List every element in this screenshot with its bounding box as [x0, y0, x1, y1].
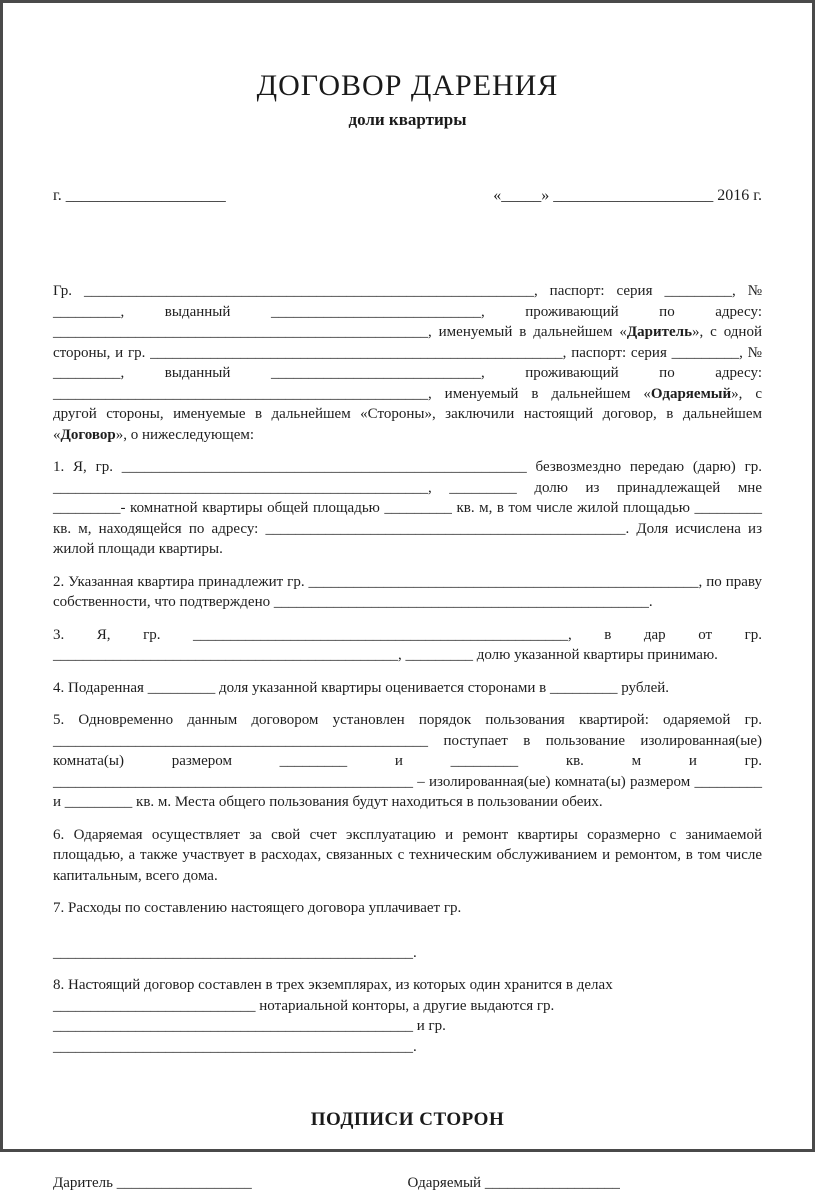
clause-4: 4. Подаренная _________ доля указанной квартиры оценивается сторонами в _________ рублей. — [53, 679, 670, 696]
clause-7-blank: ________________________________________________. — [53, 944, 417, 961]
donee-signature-line: Одаряемый __________________ — [407, 1175, 620, 1191]
clause-7: 7. Расходы по составлению настоящего договора уплачивает гр. — [53, 900, 462, 916]
clause-5: 5. Одновременно данным договором установлен порядок пользования квартирой: одаряемой гр. __________________________________________________ поступает в пользование изолированная(ые) комната(ы) размером _________ и _________ кв. м и гр. ________________________________________________ – изолированная(ые) комната(ы) размером _________ и _________ кв. м. Места общего пользования будут находиться в пользовании обеих. — [53, 712, 762, 810]
document-subtitle: доли квартиры — [348, 110, 467, 129]
city-line: г. ____________________ — [53, 187, 226, 204]
parties-clause: Гр. ____________________________________________________________, паспорт: серия _________, № _________, выданный ____________________________, проживающий по адресу: __________________________________________________, именуемый в дальнейшем «Даритель», с одной стороны, и гр. _______________________________________________________, паспорт: серия _________, № _________, выданный ____________________________, проживающий по адресу: __________________________________________________, именуемый в дальнейшем «Одаряемый», с другой стороны, именуемые в дальнейшем «Стороны», заключили настоящий договор, в дальнейшем «Договор», о нижеследующем: — [53, 283, 762, 443]
signatures-heading: ПОДПИСИ СТОРОН — [310, 1109, 505, 1130]
document-title: ДОГОВОР ДАРЕНИЯ — [256, 69, 559, 102]
clause-1: 1. Я, гр. ______________________________________________________ безвозмездно передаю (дарю) гр. __________________________________________________, _________ долю из принадлежащей мне _________- комнатной квартиры общей площадью _________ кв. м, в том числе жилой площадью _________ кв. м, находящейся по адресу: ________________________________________________. Доля исчислена из жилой площади квартиры. — [53, 459, 762, 557]
clause-3: 3. Я, гр. __________________________________________________, в дар от гр. ______________________________________________, _________ долю указанной квартиры принимаю. — [53, 626, 762, 663]
date-line: «_____» ____________________ 2016 г. — [493, 187, 762, 204]
clause-2: 2. Указанная квартира принадлежит гр. ____________________________________________________, по праву собственности, что подтверждено __________________________________________________. — [53, 573, 762, 610]
clause-8: 8. Настоящий договор составлен в трех экземплярах, из которых один хранится в делах ___________________________ нотариальной конторы, а другие выдаются гр. ________________________________________________ и гр. ________________________________________________. — [53, 977, 613, 1055]
donor-signature-line: Даритель __________________ — [53, 1175, 252, 1191]
clause-6: 6. Одаряемая осуществляет за свой счет эксплуатацию и ремонт квартиры соразмерно с занимаемой площадью, а также участвует в расходах, связанных с техническим обслуживанием и ремонтом, в том числе капитальным, всего дома. — [53, 826, 762, 884]
date-row — [53, 187, 762, 205]
contract-body — [53, 281, 762, 1057]
signature-row — [53, 1175, 762, 1192]
